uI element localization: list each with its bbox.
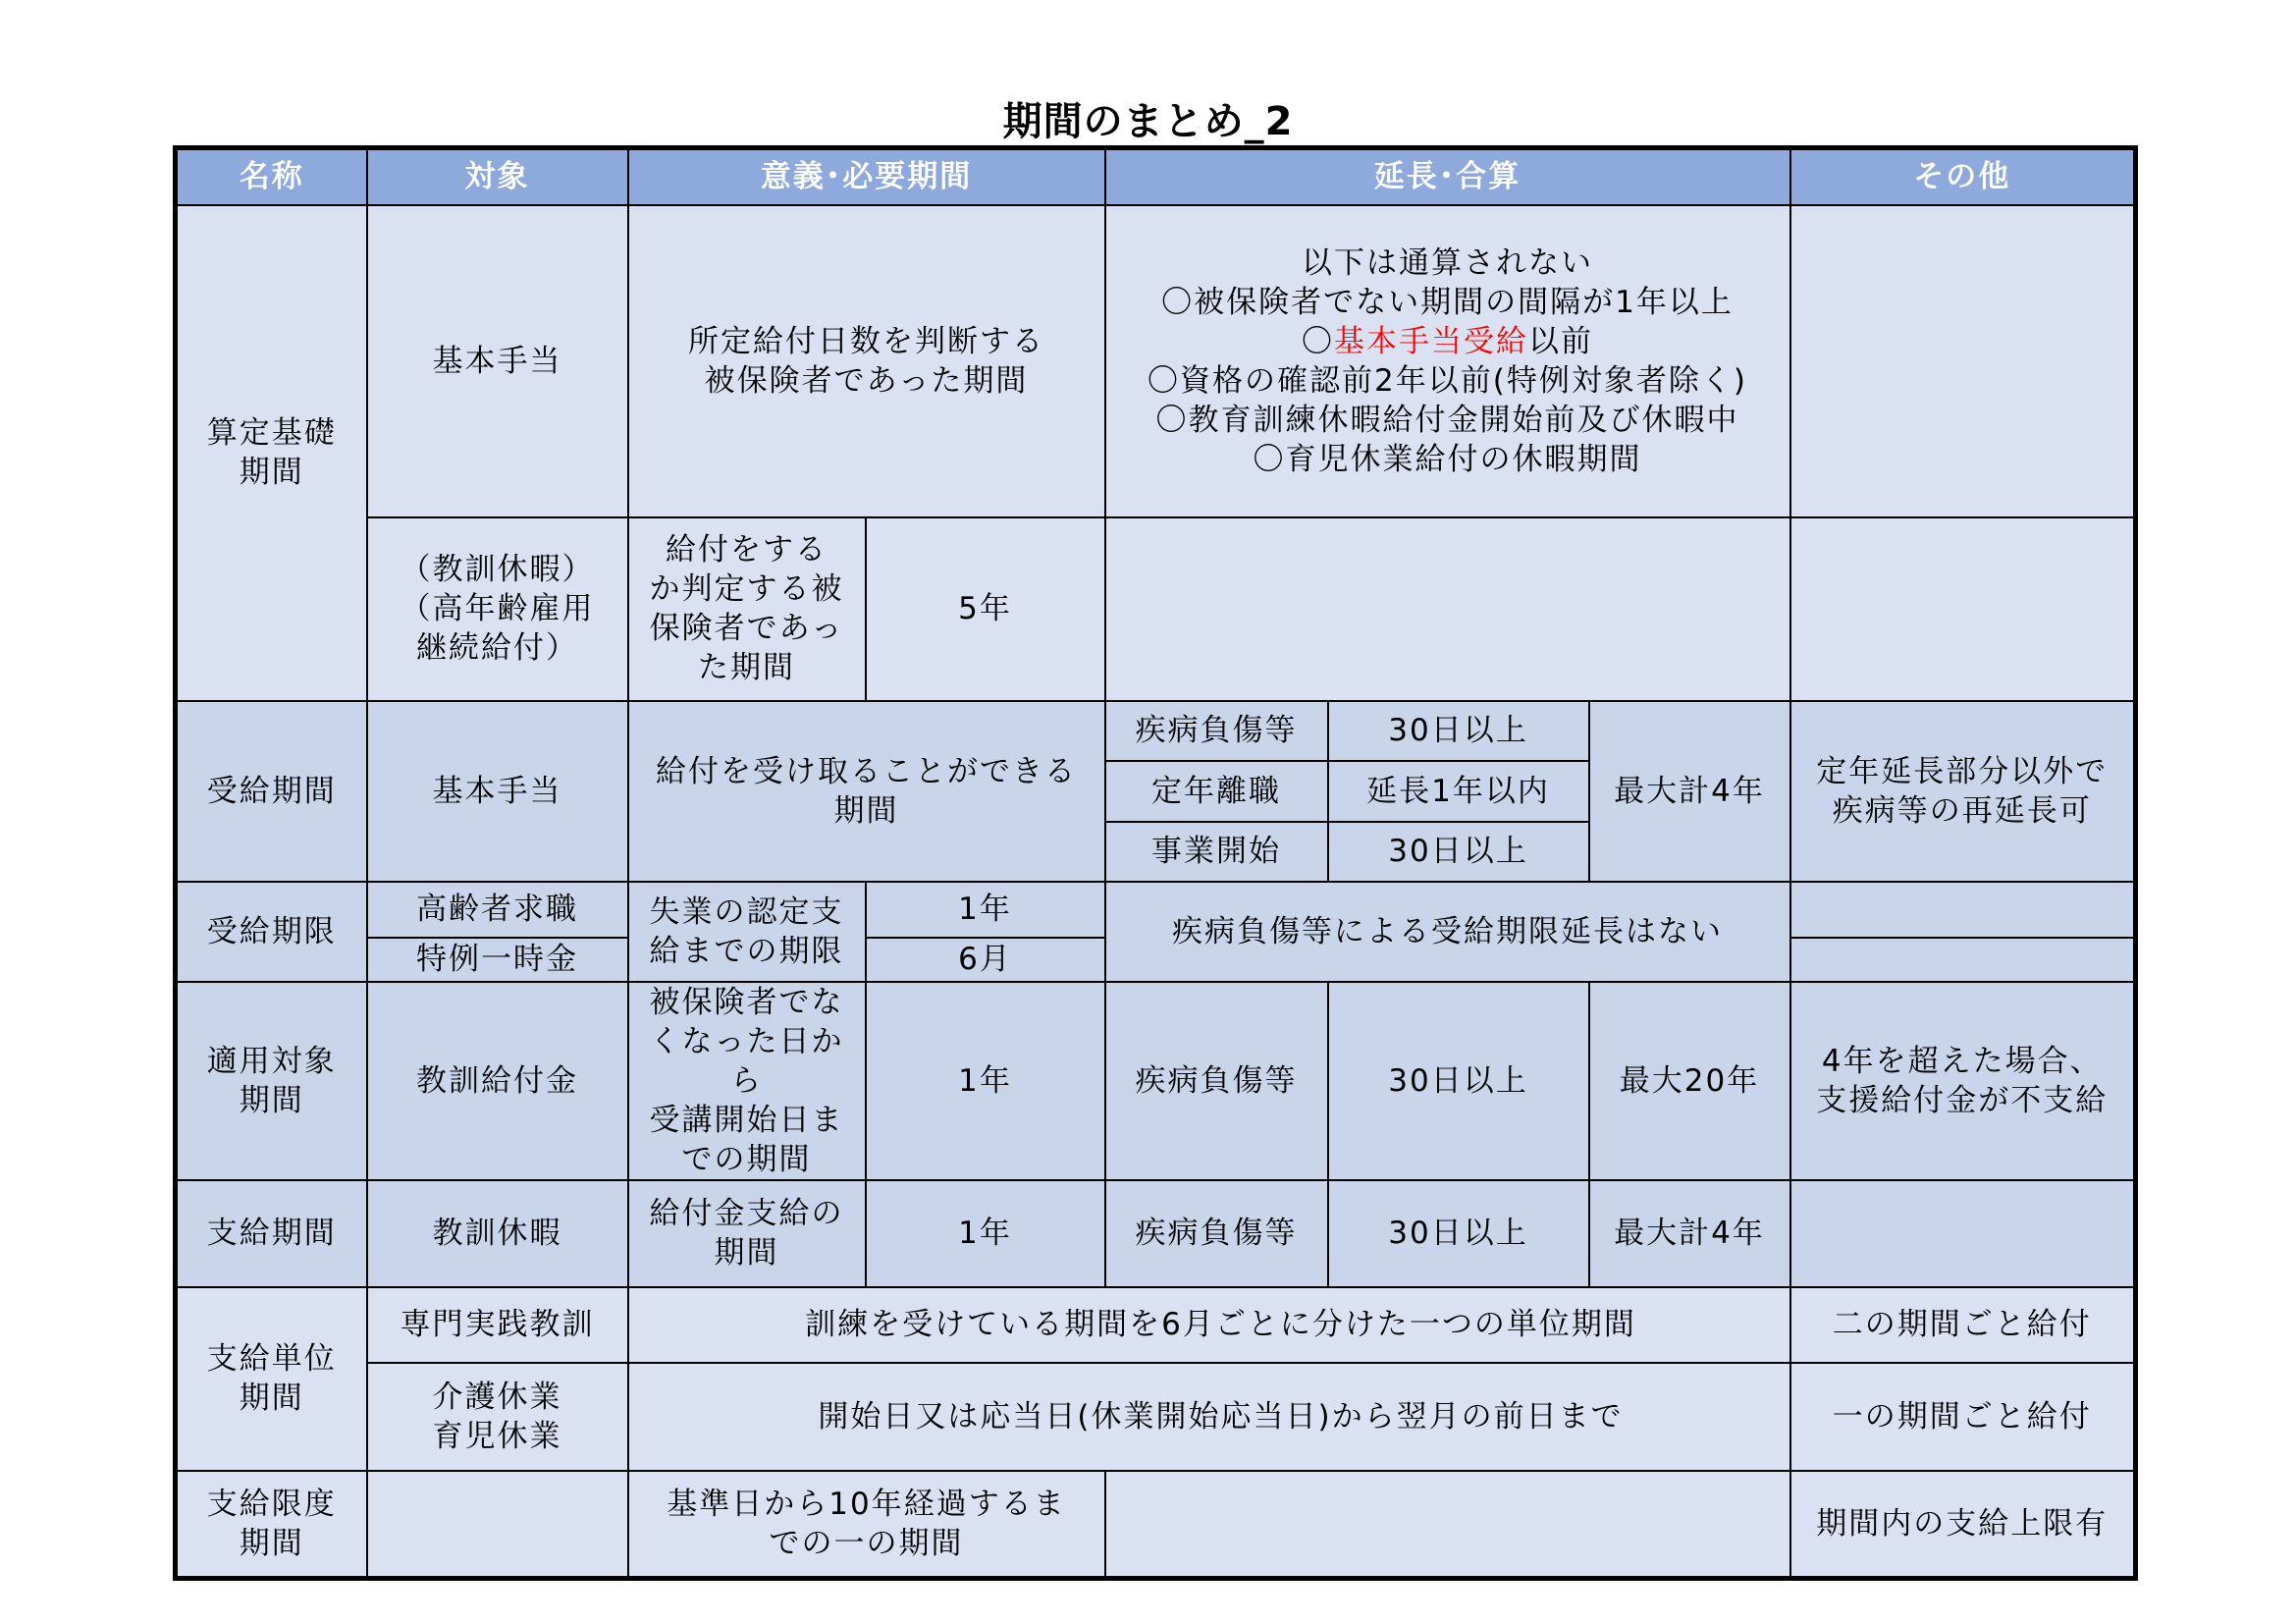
row-kigen-1	[176, 882, 2136, 938]
tekiyo-other: 4年を超えた場合、 支援給付金が不支給	[1790, 982, 2136, 1180]
shikyu-meaning: 給付金支給の 期間	[628, 1180, 866, 1287]
row-tani-1	[176, 1287, 2136, 1363]
jukyu-other: 定年延長部分以外で 疾病等の再延長可	[1790, 701, 2136, 882]
santei-kyuka-target: （教訓休暇） （高年齢雇用 継続給付）	[367, 517, 628, 701]
row-shikyu	[176, 1180, 2136, 1287]
kigen-period: 6月	[866, 938, 1105, 982]
row-tani-2	[176, 1363, 2136, 1471]
jukyu-reason: 疾病負傷等	[1105, 701, 1328, 761]
jukyu-reason: 定年離職	[1105, 761, 1328, 822]
gendo-name: 支給限度 期間	[176, 1471, 367, 1579]
gendo-meaning: 基準日から10年経過するま での一の期間	[628, 1471, 1105, 1579]
header-other: その他	[1790, 148, 2136, 205]
row-gendo	[176, 1471, 2136, 1579]
shikyu-other	[1790, 1180, 2136, 1287]
highlight-text: 基本手当受給	[1334, 323, 1528, 359]
shikyu-period: 1年	[866, 1180, 1105, 1287]
santei-kihon-target: 基本手当	[367, 205, 628, 517]
santei-kyuka-other	[1790, 517, 2136, 701]
kigen-target: 高齢者求職	[367, 882, 628, 938]
jukyu-max: 最大計4年	[1589, 701, 1790, 882]
tekiyo-length: 30日以上	[1328, 982, 1589, 1180]
tani-target: 介護休業 育児休業	[367, 1363, 628, 1471]
shikyu-max: 最大計4年	[1589, 1180, 1790, 1287]
santei-kyuka-extension	[1105, 517, 1790, 701]
kigen-target: 特例一時金	[367, 938, 628, 982]
santei-kihon-other	[1790, 205, 2136, 517]
tekiyo-max: 最大20年	[1589, 982, 1790, 1180]
gendo-other: 期間内の支給上限有	[1790, 1471, 2136, 1579]
summary-table	[173, 145, 2138, 1581]
row-jukyu-1	[176, 701, 2136, 761]
header-row	[176, 148, 2136, 205]
gendo-extension	[1105, 1471, 1790, 1579]
jukyu-length: 30日以上	[1328, 822, 1589, 882]
gendo-target	[367, 1471, 628, 1579]
tani-other: 一の期間ごと給付	[1790, 1363, 2136, 1471]
header-target: 対象	[367, 148, 628, 205]
kigen-name: 受給期限	[176, 882, 367, 982]
santei-extension: 以下は通算されない 〇被保険者でない期間の間隔が1年以上 〇基本手当受給以前 〇資格の確認前2年以前(特例対象者除く) 〇教育訓練休暇給付金開始前及び休暇中 〇育児休業給付の休暇期間	[1105, 205, 1790, 517]
kigen-extension: 疾病負傷等による受給期限延長はない	[1105, 882, 1790, 982]
tani-other: 二の期間ごと給付	[1790, 1287, 2136, 1363]
kigen-meaning: 失業の認定支 給までの期限	[628, 882, 866, 982]
santei-kihon-meaning: 所定給付日数を判断する 被保険者であった期間	[628, 205, 1105, 517]
jukyu-name: 受給期間	[176, 701, 367, 882]
header-extension: 延長･合算	[1105, 148, 1790, 205]
shikyu-length: 30日以上	[1328, 1180, 1589, 1287]
tekiyo-name: 適用対象 期間	[176, 982, 367, 1180]
jukyu-length: 30日以上	[1328, 701, 1589, 761]
page-title: 期間のまとめ_2	[1002, 99, 1294, 144]
header-name: 名称	[176, 148, 367, 205]
jukyu-meaning: 給付を受け取ることができる 期間	[628, 701, 1105, 882]
tani-target: 専門実践教訓	[367, 1287, 628, 1363]
tani-meaning: 訓練を受けている期間を6月ごとに分けた一つの単位期間	[628, 1287, 1790, 1363]
header-meaning: 意義･必要期間	[628, 148, 1105, 205]
kigen-other	[1790, 938, 2136, 982]
tani-meaning: 開始日又は応当日(休業開始応当日)から翌月の前日まで	[628, 1363, 1790, 1471]
row-tekiyo	[176, 982, 2136, 1180]
row-santei-kyuka	[176, 517, 2136, 701]
kigen-period: 1年	[866, 882, 1105, 938]
tani-name: 支給単位 期間	[176, 1287, 367, 1471]
tekiyo-reason: 疾病負傷等	[1105, 982, 1328, 1180]
row-santei-kihon	[176, 205, 2136, 517]
santei-kyuka-period: 5年	[866, 517, 1105, 701]
santei-name: 算定基礎 期間	[176, 205, 367, 701]
kigen-other	[1790, 882, 2136, 938]
jukyu-length: 延長1年以内	[1328, 761, 1589, 822]
jukyu-reason: 事業開始	[1105, 822, 1328, 882]
tekiyo-meaning: 被保険者でな くなった日から 受講開始日ま での期間	[628, 982, 866, 1180]
jukyu-target: 基本手当	[367, 701, 628, 882]
tekiyo-target: 教訓給付金	[367, 982, 628, 1180]
shikyu-target: 教訓休暇	[367, 1180, 628, 1287]
shikyu-name: 支給期間	[176, 1180, 367, 1287]
santei-kyuka-meaning: 給付をする か判定する被 保険者であっ た期間	[628, 517, 866, 701]
shikyu-reason: 疾病負傷等	[1105, 1180, 1328, 1287]
tekiyo-period: 1年	[866, 982, 1105, 1180]
